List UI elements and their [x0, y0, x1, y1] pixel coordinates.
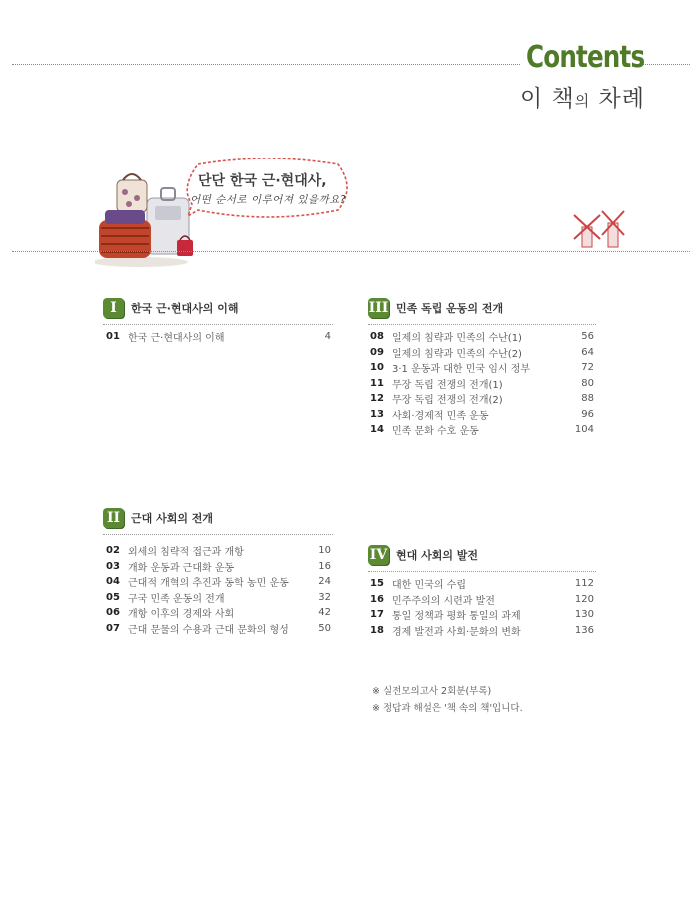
section-2-rule [103, 534, 333, 535]
toc-item[interactable] [370, 592, 594, 608]
section-1-title: 한국 근·현대사의 이해 [131, 302, 239, 315]
item-page: 88 [581, 393, 594, 405]
toc-item[interactable] [106, 329, 331, 345]
item-page: 64 [581, 346, 594, 358]
subtitle-part-end: 차례 [590, 86, 645, 112]
item-number: 18 [370, 624, 384, 636]
toc-item[interactable] [370, 345, 594, 361]
section-4-header [368, 545, 478, 565]
item-title: 일제의 침략과 민족의 수난(1) [392, 333, 522, 345]
toc-item[interactable] [370, 329, 594, 345]
toc-item[interactable] [106, 621, 331, 637]
item-title: 민족 문화 수호 운동 [392, 426, 479, 438]
section-3-rule [368, 324, 596, 325]
header-dotted-rule-right [640, 64, 690, 65]
item-number: 12 [370, 393, 384, 405]
bubble-line-1: 단단 한국 근·현대사, [198, 173, 327, 189]
contents-title: Contents [526, 40, 645, 75]
section-2-title: 근대 사회의 전개 [131, 512, 214, 525]
toc-item[interactable] [106, 574, 331, 590]
header-dotted-rule-left [12, 64, 520, 65]
toc-item[interactable] [370, 407, 594, 423]
item-page: 136 [574, 624, 594, 636]
section-2-numeral: II [103, 508, 124, 528]
section-3-header [368, 298, 503, 318]
section-1-list [106, 329, 331, 345]
item-number: 10 [370, 362, 384, 374]
item-title: 개화 운동과 근대화 운동 [128, 562, 235, 574]
item-title: 일제의 침략과 민족의 수난(2) [392, 348, 522, 360]
item-number: 02 [106, 545, 120, 557]
section-1-header [103, 298, 238, 318]
item-title: 민주주의의 시련과 발전 [392, 595, 495, 607]
item-page: 80 [581, 377, 594, 389]
item-page: 56 [581, 331, 594, 343]
section-4-list [370, 576, 594, 638]
item-page: 42 [318, 607, 331, 619]
section-4-numeral: IV [369, 547, 388, 563]
toc-item[interactable] [370, 391, 594, 407]
item-page: 130 [574, 609, 594, 621]
item-title: 근대적 개혁의 추진과 동학 농민 운동 [128, 578, 289, 590]
item-page: 10 [318, 545, 331, 557]
item-title: 개항 이후의 경제와 사회 [128, 609, 235, 621]
section-4-rule [368, 571, 596, 572]
item-page: 16 [318, 560, 331, 572]
section-3-numeral: III [368, 300, 389, 316]
item-page: 72 [581, 362, 594, 374]
section-2-list [106, 543, 331, 636]
windmill-illustration [570, 205, 630, 250]
item-title: 통일 정책과 평화 통일의 과제 [392, 611, 521, 623]
item-page: 104 [574, 424, 594, 436]
toc-item[interactable] [106, 605, 331, 621]
item-title: 한국 근·현대사의 이해 [128, 333, 225, 345]
toc-item[interactable] [370, 360, 594, 376]
item-page: 50 [318, 622, 331, 634]
bubble-line-2: 어떤 순서로 이루어져 있을까요? [190, 194, 346, 206]
section-2-header [103, 508, 213, 528]
subtitle-particle: 의 [574, 92, 591, 110]
item-number: 01 [106, 331, 120, 343]
section-3-list [370, 329, 594, 438]
note-appendix: ※ 실전모의고사 2회분(부록) [372, 686, 492, 697]
item-title: 구국 민족 운동의 전개 [128, 593, 225, 605]
item-page: 4 [324, 331, 331, 343]
illustration-dotted-rule [12, 251, 690, 252]
section-1-numeral: I [103, 298, 124, 318]
toc-item[interactable] [370, 623, 594, 639]
item-number: 05 [106, 591, 120, 603]
item-title: 경제 발전과 사회·문화의 변화 [392, 626, 521, 638]
item-page: 24 [318, 576, 331, 588]
item-page: 120 [574, 593, 594, 605]
item-title: 3·1 운동과 대한 민국 임시 정부 [392, 364, 531, 376]
item-title: 대한 민국의 수립 [392, 580, 466, 592]
subtitle-part: 이 책 [520, 86, 575, 112]
item-number: 13 [370, 408, 384, 420]
contents-subtitle [520, 80, 645, 113]
item-number: 06 [106, 607, 120, 619]
item-number: 07 [106, 622, 120, 634]
item-number: 11 [370, 377, 384, 389]
item-number: 16 [370, 593, 384, 605]
toc-item[interactable] [106, 543, 331, 559]
toc-item[interactable] [106, 559, 331, 575]
item-title: 무장 독립 전쟁의 전개(2) [392, 395, 503, 407]
toc-item[interactable] [106, 590, 331, 606]
item-number: 14 [370, 424, 384, 436]
toc-item[interactable] [370, 576, 594, 592]
note-answers: ※ 정답과 해설은 '책 속의 책'입니다. [372, 703, 523, 714]
item-title: 외세의 침략적 접근과 개항 [128, 547, 244, 559]
toc-item[interactable] [370, 376, 594, 392]
item-number: 08 [370, 331, 384, 343]
item-page: 32 [318, 591, 331, 603]
item-number: 15 [370, 578, 384, 590]
item-number: 17 [370, 609, 384, 621]
item-title: 무장 독립 전쟁의 전개(1) [392, 379, 503, 391]
item-number: 09 [370, 346, 384, 358]
item-title: 사회·경제적 민족 운동 [392, 410, 489, 422]
section-4-title: 현대 사회의 발전 [396, 549, 479, 562]
toc-item[interactable] [370, 607, 594, 623]
section-3-title: 민족 독립 운동의 전개 [396, 302, 504, 315]
item-page: 112 [574, 578, 594, 590]
section-1-rule [103, 324, 333, 325]
toc-item[interactable] [370, 422, 594, 438]
item-title: 근대 문물의 수용과 근대 문화의 형성 [128, 624, 289, 636]
item-number: 04 [106, 576, 120, 588]
item-number: 03 [106, 560, 120, 572]
item-page: 96 [581, 408, 594, 420]
